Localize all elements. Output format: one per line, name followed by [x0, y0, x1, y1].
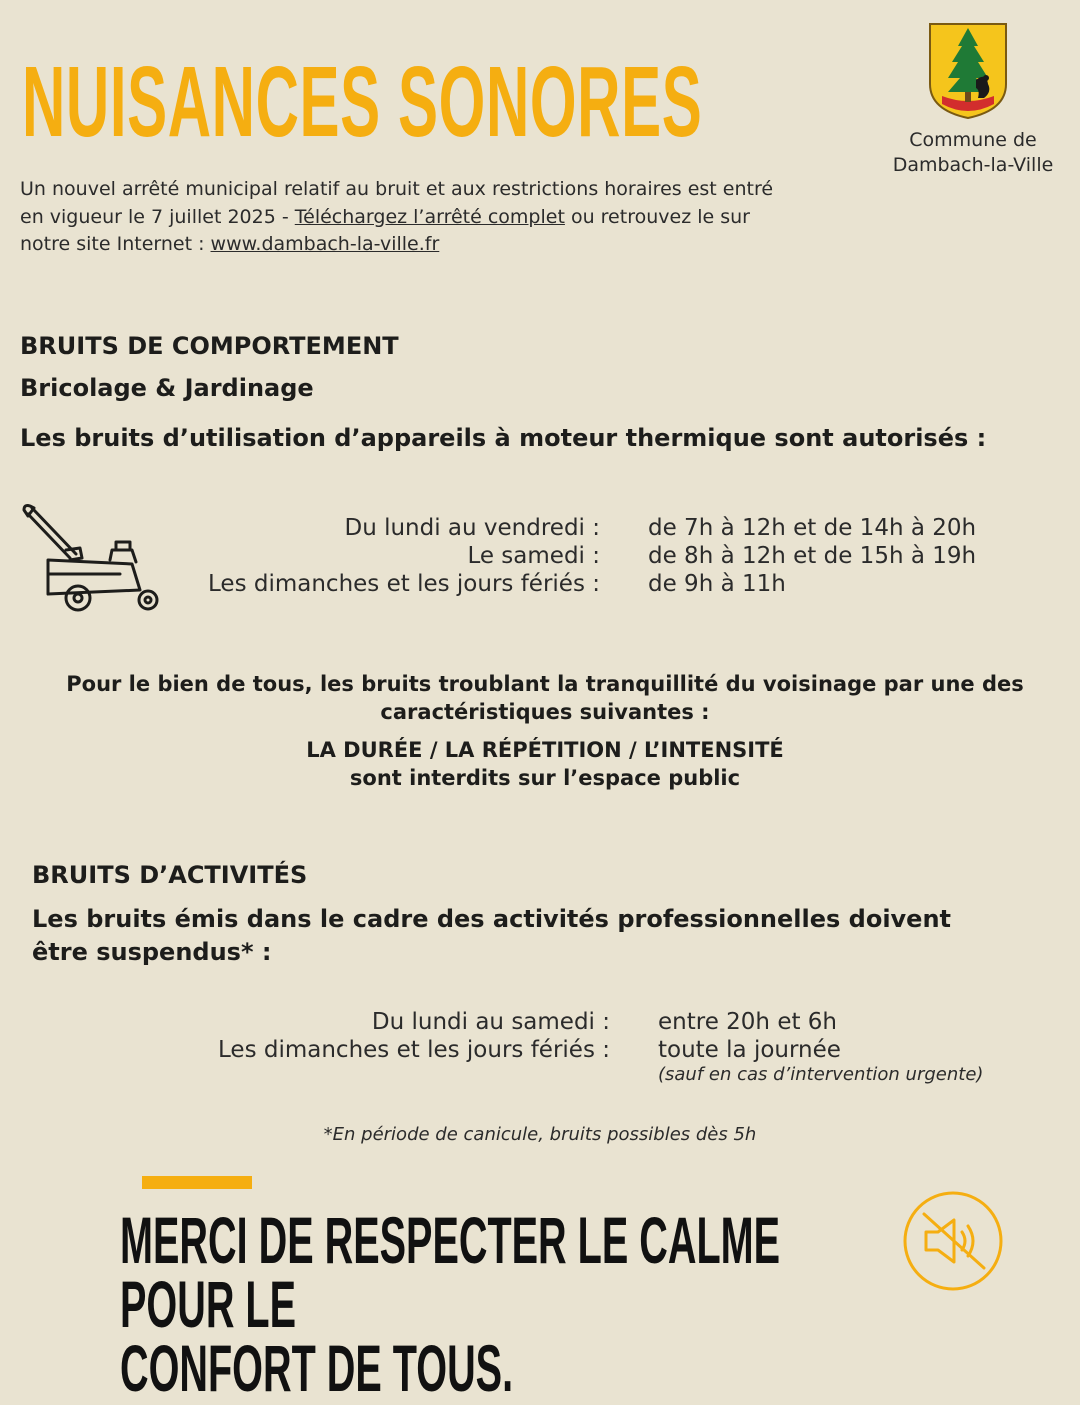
- schedule-label: Du lundi au samedi :: [371, 1009, 610, 1035]
- page-title: NUISANCES SONORES: [22, 46, 703, 158]
- behaviour-heading: BRUITS DE COMPORTEMENT: [20, 332, 399, 360]
- activities-lead: Les bruits émis dans le cadre des activités professionnelles doivent être suspendus* :: [32, 905, 952, 966]
- behaviour-schedule-labels: [208, 514, 600, 598]
- town-crest-icon: [928, 22, 1008, 120]
- accent-bar: [142, 1176, 252, 1189]
- schedule-label: Les dimanches et les jours fériés :: [208, 571, 600, 597]
- closing-line-1: MERCI DE RESPECTER LE CALME POUR LE: [120, 1203, 781, 1341]
- mute-speaker-icon: [902, 1190, 1004, 1292]
- lawn-mower-icon: [20, 502, 162, 614]
- schedule-label: Du lundi au vendredi :: [344, 515, 600, 541]
- activities-heading: BRUITS D’ACTIVITÉS: [32, 861, 308, 889]
- closing-line-2: CONFORT DE TOUS.: [120, 1331, 514, 1405]
- closing-message: [120, 1203, 840, 1405]
- urgent-intervention-note: (sauf en cas d’intervention urgente): [658, 1064, 984, 1085]
- schedule-value: de 8h à 12h et de 15h à 19h: [648, 543, 977, 569]
- schedule-value: entre 20h et 6h: [658, 1009, 838, 1035]
- activities-schedule-labels: [218, 1008, 610, 1064]
- website-link[interactable]: www.dambach-la-ville.fr: [210, 233, 440, 255]
- schedule-value: de 9h à 11h: [648, 571, 786, 597]
- schedule-label: Les dimanches et les jours fériés :: [218, 1037, 610, 1063]
- commune-line-1: Commune de: [909, 129, 1037, 151]
- heatwave-footnote: *En période de canicule, bruits possibles dès 5h: [323, 1124, 757, 1145]
- notice-emphasis: [30, 736, 1060, 792]
- download-decree-link[interactable]: Téléchargez l’arrêté complet: [294, 205, 565, 228]
- notice-prohibition: sont interdits sur l’espace public: [349, 766, 741, 790]
- intro-text-1: Un nouvel arrêté municipal relatif au bruit et aux restrictions horaires est entré en vigueur le 7 juillet 2025 -: [20, 178, 774, 228]
- activities-schedule-values: [658, 1008, 841, 1064]
- schedule-value: de 7h à 12h et de 14h à 20h: [648, 515, 977, 541]
- schedule-label: Le samedi :: [467, 543, 600, 569]
- intro-text-2: ou retrouvez le sur notre site Internet :: [20, 205, 750, 255]
- behaviour-lead: Les bruits d’utilisation d’appareils à moteur thermique sont autorisés :: [20, 424, 987, 452]
- commune-label: [868, 128, 1078, 178]
- schedule-value: toute la journée: [658, 1037, 841, 1063]
- intro-paragraph: [20, 176, 780, 259]
- commune-line-2: Dambach-la-Ville: [892, 154, 1054, 176]
- notice-text: Pour le bien de tous, les bruits troublant la tranquillité du voisinage par une des caractéristiques suivantes :: [66, 672, 1024, 724]
- behaviour-subheading: Bricolage & Jardinage: [20, 374, 314, 402]
- behaviour-schedule-values: [648, 514, 976, 598]
- notice-characteristics: LA DURÉE / LA RÉPÉTITION / L’INTENSITÉ: [306, 738, 784, 762]
